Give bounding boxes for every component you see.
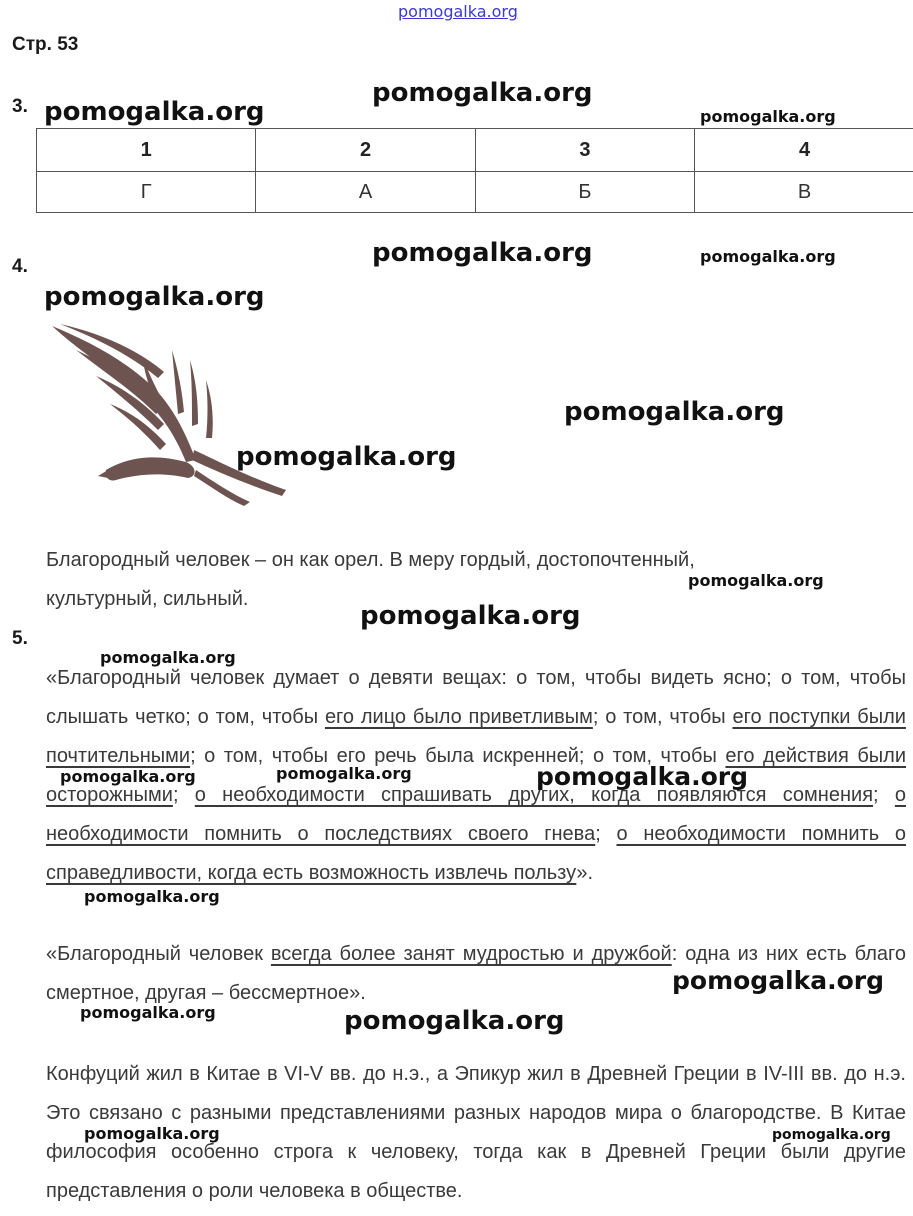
quote-text: «Благородный человек bbox=[46, 943, 271, 965]
underlined-phrase: его лицо было приветливым bbox=[324, 706, 593, 728]
quote-text: ; о том, чтобы его речь была искренней; о том, чтобы bbox=[190, 745, 726, 767]
underlined-phrase: о необходимости спрашивать других, когда появляются сомнения bbox=[194, 784, 874, 806]
task3-number: 3. bbox=[12, 96, 28, 117]
watermark: pomogalka.org bbox=[564, 397, 785, 427]
watermark: pomogalka.org bbox=[772, 1127, 891, 1143]
watermark: pomogalka.org bbox=[536, 762, 749, 791]
quote-text: ; bbox=[873, 784, 895, 806]
watermark: pomogalka.org bbox=[80, 1003, 216, 1022]
watermark: pomogalka.org bbox=[84, 887, 220, 906]
table-header-cell: 1 bbox=[37, 129, 256, 172]
task4-text-line2: культурный, сильный. bbox=[46, 588, 249, 610]
watermark-top-link[interactable]: pomogalka.org bbox=[398, 2, 518, 21]
underlined-phrase: всегда более занят мудростью и дружбой bbox=[270, 943, 672, 965]
quote-text: ; bbox=[172, 784, 195, 806]
watermark: pomogalka.org bbox=[236, 442, 457, 472]
watermark: pomogalka.org bbox=[344, 1006, 565, 1036]
watermark: pomogalka.org bbox=[44, 282, 265, 312]
watermark: pomogalka.org bbox=[700, 247, 836, 266]
watermark: pomogalka.org bbox=[44, 97, 265, 127]
quote-text: : одна из них есть благо смертное, другая – бессмертное». bbox=[46, 943, 906, 1004]
watermark: pomogalka.org bbox=[84, 1124, 220, 1143]
table-answer-cell: А bbox=[256, 172, 475, 213]
table-header-cell: 2 bbox=[256, 129, 475, 172]
watermark: pomogalka.org bbox=[700, 107, 836, 126]
quote-text: «Благородный человек думает о девяти вещах: о том, чтобы видеть ясно; о том, чтобы слышать четко; о том, чтобы bbox=[46, 667, 906, 728]
answer-table bbox=[36, 128, 913, 213]
table-header-cell: 4 bbox=[695, 129, 913, 172]
quote-text: ». bbox=[576, 862, 594, 884]
underlined-phrase: его поступки были почтительными bbox=[46, 706, 906, 767]
table-header-row bbox=[37, 129, 913, 172]
quote-text: ; о том, чтобы bbox=[592, 706, 733, 728]
watermark: pomogalka.org bbox=[372, 238, 593, 268]
watermark: pomogalka.org bbox=[672, 966, 885, 995]
page-title: Стр. 53 bbox=[12, 34, 79, 55]
table-answer-row bbox=[37, 172, 913, 213]
task4-text-line1: Благородный человек – он как орел. В меру гордый, достопочтенный, bbox=[46, 549, 695, 571]
watermark: pomogalka.org bbox=[100, 648, 236, 667]
task4-number: 4. bbox=[12, 256, 28, 277]
watermark: pomogalka.org bbox=[372, 78, 593, 108]
table-answer-cell: В bbox=[695, 172, 913, 213]
table-answer-cell: Г bbox=[37, 172, 256, 213]
watermark: pomogalka.org bbox=[60, 767, 196, 786]
underlined-phrase: о необходимости помнить о справедливости, когда есть возможность извлечь пользу bbox=[46, 823, 906, 884]
eagle-illustration bbox=[46, 320, 296, 510]
watermark: pomogalka.org bbox=[276, 764, 412, 783]
table-answer-cell: Б bbox=[475, 172, 694, 213]
conclusion-paragraph: Конфуций жил в Китае в VI-V вв. до н.э., а Эпикур жил в Древней Греции в IV-III вв. до н.э. Это связано с разными представлениями разных народов мира о благородстве. В Китае философия особенно строга к человеку, тогда как в Древней Греции были другие представления о роли человека в обществе. bbox=[46, 1063, 906, 1202]
task5-number: 5. bbox=[12, 628, 28, 649]
table-header-cell: 3 bbox=[475, 129, 694, 172]
quote-text: ; bbox=[595, 823, 617, 845]
underlined-phrase: о необходимости помнить о последствиях своего гнева bbox=[46, 784, 906, 845]
watermark: pomogalka.org bbox=[688, 571, 824, 590]
underlined-phrase: его действия были осторожными bbox=[46, 745, 907, 806]
watermark: pomogalka.org bbox=[360, 601, 581, 631]
